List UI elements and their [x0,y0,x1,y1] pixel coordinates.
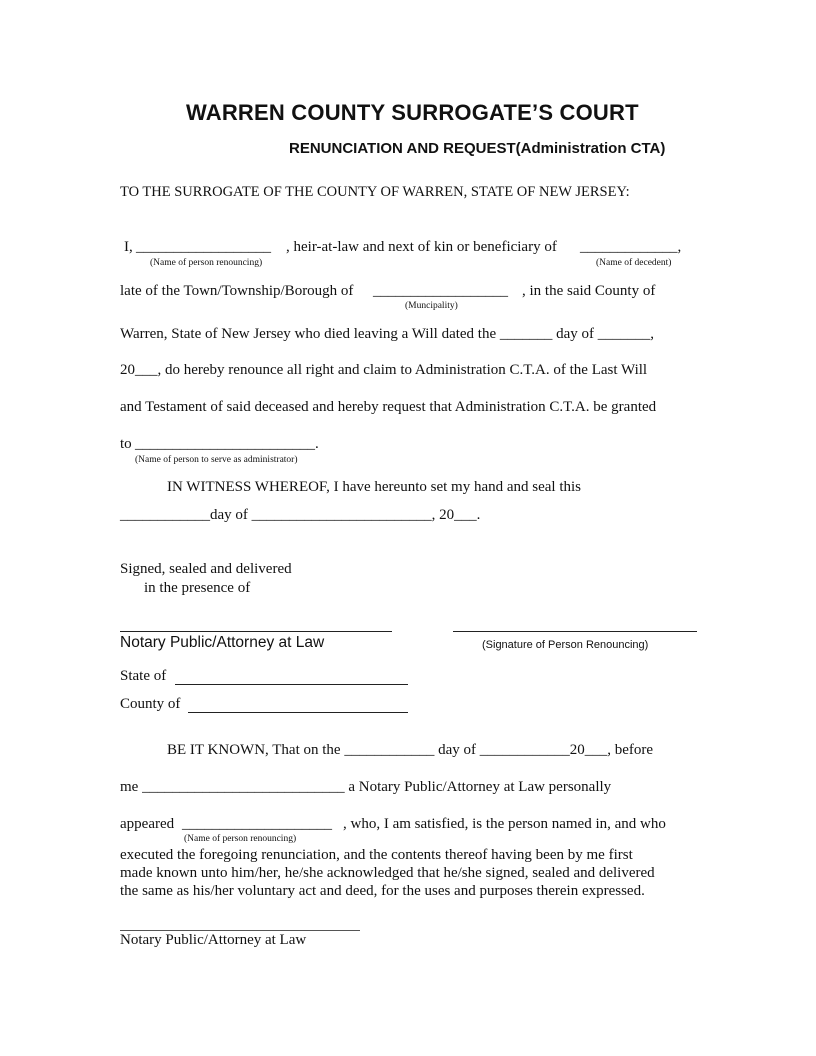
line1-i: I, [124,239,133,255]
renouncer-signature-caption: (Signature of Person Renouncing) [482,639,649,651]
notary-signature-line[interactable] [120,631,392,632]
county-label: County of [120,696,181,712]
person-renouncing-field[interactable]: __________________ [136,239,271,255]
ack-line2[interactable]: me ___________________________ a Notary Public/Attorney at Law personally [120,779,612,795]
state-field[interactable] [175,684,408,685]
renouncer-signature-line[interactable] [453,631,697,632]
line5-text: and Testament of said deceased and hereby request that Administration C.T.A. be granted [120,399,657,415]
notary-label: Notary Public/Attorney at Law [120,634,325,651]
line6-to: to [120,436,132,452]
line4-text[interactable]: 20___, do hereby renounce all right and claim to Administration C.T.A. of the Last Will [120,362,648,378]
ack-paragraph-line2: made known unto him/her, he/she acknowledged that he/she signed, sealed and delivered [120,865,655,881]
page-title: WARREN COUNTY SURROGATE’S COURT [186,100,639,125]
line2-text-end: , in the said County of [522,283,656,299]
decedent-name-field[interactable]: _____________, [580,239,682,255]
ack-appeared: appeared [120,816,175,832]
final-notary-signature-line[interactable] [120,930,360,931]
presence-of-line: in the presence of [144,580,251,596]
caption-municipality: (Muncipality) [405,301,458,311]
witness-date-field[interactable]: ____________day of ________________________, 20___. [120,507,481,523]
caption-administrator: (Name of person to serve as administrator) [135,455,298,465]
ack-person-field[interactable]: ____________________ [182,816,332,832]
final-notary-label: Notary Public/Attorney at Law [120,932,307,948]
ack-line3-text: , who, I am satisfied, is the person named in, and who [343,816,666,832]
caption-decedent: (Name of decedent) [596,258,672,268]
line1-text: , heir-at-law and next of kin or beneficiary of [286,239,557,255]
caption-person-renouncing: (Name of person renouncing) [150,258,263,268]
caption-ack-person: (Name of person renouncing) [184,834,297,844]
signed-sealed-line: Signed, sealed and delivered [120,561,292,577]
administrator-name-field[interactable]: ________________________. [135,436,319,452]
witness-statement: IN WITNESS WHEREOF, I have hereunto set my hand and seal this [167,479,582,495]
county-field[interactable] [188,712,408,713]
state-label: State of [120,668,167,684]
ack-paragraph-line3: the same as his/her voluntary act and deed, for the uses and purposes therein expressed. [120,883,645,899]
ack-paragraph-line1: executed the foregoing renunciation, and the contents thereof having been by me first [120,847,633,863]
municipality-field[interactable]: __________________ [373,283,508,299]
addressee-line: TO THE SURROGATE OF THE COUNTY OF WARREN, STATE OF NEW JERSEY: [120,184,630,200]
ack-line1[interactable]: BE IT KNOWN, That on the ____________ day of ____________20___, before [167,742,654,758]
form-subtitle: RENUNCIATION AND REQUEST(Administration CTA) [289,140,666,157]
line2-text: late of the Town/Township/Borough of [120,283,354,299]
line3-text[interactable]: Warren, State of New Jersey who died leaving a Will dated the _______ day of _______, [120,326,655,342]
